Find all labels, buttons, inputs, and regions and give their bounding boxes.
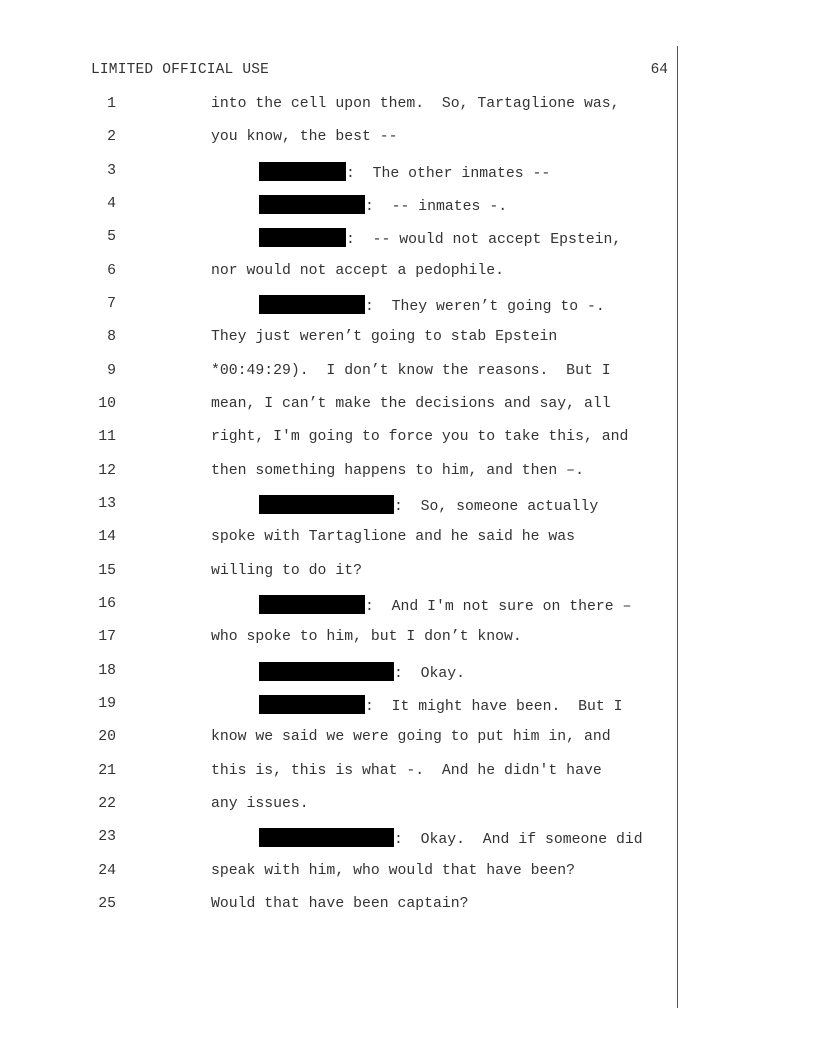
spoken-text: : Okay. — [394, 665, 466, 682]
spoken-text: nor would not accept a pedophile. — [211, 262, 505, 279]
classification-header: LIMITED OFFICIAL USE — [91, 62, 270, 78]
line-number: 9 — [107, 362, 116, 379]
line-number: 7 — [107, 295, 116, 312]
line-number: 2 — [107, 129, 116, 146]
speaker-line — [259, 495, 598, 516]
redaction-bar — [259, 495, 394, 514]
spoken-text: Would that have been captain? — [211, 895, 469, 912]
speaker-line — [259, 828, 643, 849]
transcript-line — [0, 194, 816, 227]
line-number: 24 — [98, 862, 116, 879]
transcript-line — [0, 427, 816, 460]
spoken-text: : -- would not accept Epstein, — [346, 232, 622, 249]
transcript-line — [0, 827, 816, 860]
spoken-text: : -- inmates -. — [365, 198, 508, 215]
line-number: 16 — [98, 595, 116, 612]
line-number: 23 — [98, 829, 116, 846]
redaction-bar — [259, 595, 365, 614]
line-number: 22 — [98, 795, 116, 812]
line-number: 12 — [98, 462, 116, 479]
redaction-bar — [259, 695, 365, 714]
line-number: 14 — [98, 529, 116, 546]
line-number: 21 — [98, 762, 116, 779]
transcript-line — [0, 261, 816, 294]
page-number: 64 — [650, 62, 668, 78]
spoken-text: any issues. — [211, 795, 309, 812]
speaker-line — [259, 195, 507, 216]
spoken-text: into the cell upon them. So, Tartaglione was, — [211, 96, 620, 112]
transcript-line — [0, 694, 816, 727]
line-number: 11 — [98, 429, 116, 446]
speaker-line — [259, 662, 465, 683]
line-text — [211, 395, 611, 413]
line-number: 4 — [107, 195, 116, 212]
spoken-text: right, I'm going to force you to take this, and — [211, 429, 629, 446]
line-number: 17 — [98, 629, 116, 646]
line-text — [211, 262, 504, 280]
line-text — [211, 95, 619, 113]
transcript-line — [0, 794, 816, 827]
line-number: 25 — [98, 895, 116, 912]
transcript-line — [0, 461, 816, 494]
transcript-line — [0, 327, 816, 360]
line-text — [211, 795, 309, 813]
line-text — [211, 862, 575, 880]
transcript-line — [0, 361, 816, 394]
line-number: 6 — [107, 262, 116, 279]
transcript-line — [0, 761, 816, 794]
line-number: 5 — [107, 229, 116, 246]
speaker-line — [259, 695, 623, 716]
line-number: 13 — [98, 495, 116, 512]
transcript-line — [0, 494, 816, 527]
line-number: 10 — [98, 395, 116, 412]
spoken-text: : It might have been. But I — [365, 698, 623, 715]
speaker-line — [259, 228, 621, 249]
transcript-line — [0, 627, 816, 660]
transcript-line — [0, 727, 816, 760]
transcript-line — [0, 94, 816, 127]
speaker-line — [259, 162, 550, 183]
line-number: 1 — [107, 96, 116, 112]
spoken-text: : The other inmates -- — [346, 165, 551, 182]
transcript-line — [0, 127, 816, 160]
spoken-text: *00:49:29). I don’t know the reasons. But I — [211, 362, 611, 379]
spoken-text: this is, this is what -. And he didn't have — [211, 762, 602, 779]
transcript-line — [0, 894, 816, 927]
transcript-line — [0, 661, 816, 694]
spoken-text: : And I'm not sure on there – — [365, 598, 632, 615]
spoken-text: mean, I can’t make the decisions and say, all — [211, 395, 611, 412]
spoken-text: willing to do it? — [211, 562, 362, 579]
spoken-text: you know, the best -- — [211, 129, 398, 146]
redaction-bar — [259, 228, 346, 247]
line-text — [211, 628, 522, 646]
line-text — [211, 128, 397, 146]
line-text — [211, 728, 611, 746]
spoken-text: : They weren’t going to -. — [365, 298, 605, 315]
spoken-text: spoke with Tartaglione and he said he was — [211, 529, 576, 546]
spoken-text: know we said we were going to put him in, and — [211, 729, 611, 746]
transcript-line — [0, 861, 816, 894]
line-text — [211, 895, 469, 913]
redaction-bar — [259, 662, 394, 681]
speaker-line — [259, 595, 631, 616]
redaction-bar — [259, 295, 365, 314]
line-text — [211, 762, 602, 780]
speaker-line — [259, 295, 605, 316]
line-text — [211, 528, 575, 546]
line-number: 20 — [98, 729, 116, 746]
transcript-line — [0, 527, 816, 560]
line-number: 19 — [98, 695, 116, 712]
line-text — [211, 328, 557, 346]
spoken-text: : Okay. And if someone did — [394, 832, 643, 849]
spoken-text: who spoke to him, but I don’t know. — [211, 629, 522, 646]
transcript-line — [0, 561, 816, 594]
line-number: 3 — [107, 162, 116, 179]
transcript-line — [0, 227, 816, 260]
line-number: 18 — [98, 662, 116, 679]
line-number: 15 — [98, 562, 116, 579]
transcript-line — [0, 394, 816, 427]
redaction-bar — [259, 828, 394, 847]
line-text — [211, 362, 611, 380]
redaction-bar — [259, 195, 365, 214]
line-text — [211, 562, 362, 580]
spoken-text: then something happens to him, and then –. — [211, 462, 584, 479]
transcript-line — [0, 594, 816, 627]
line-text — [211, 428, 628, 446]
transcript-body — [0, 94, 816, 927]
spoken-text: : So, someone actually — [394, 498, 599, 515]
transcript-line — [0, 161, 816, 194]
transcript-line — [0, 294, 816, 327]
spoken-text: speak with him, who would that have been? — [211, 862, 576, 879]
line-text — [211, 462, 584, 480]
line-number: 8 — [107, 329, 116, 346]
spoken-text: They just weren’t going to stab Epstein — [211, 329, 558, 346]
redaction-bar — [259, 162, 346, 181]
